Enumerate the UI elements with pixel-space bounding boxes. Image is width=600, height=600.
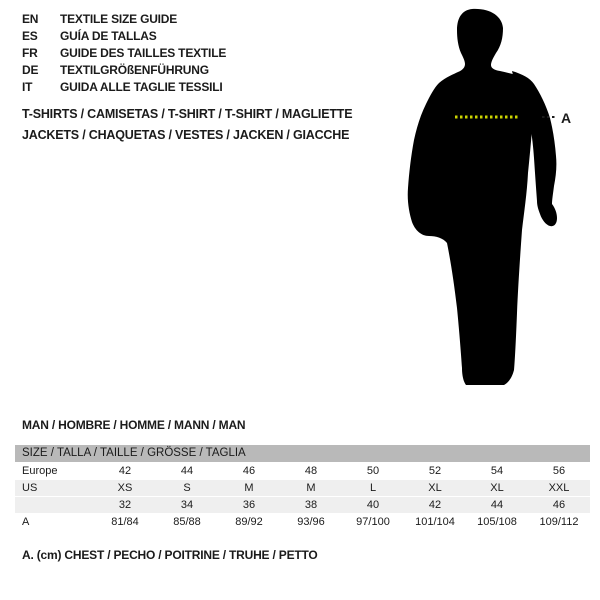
lang-code: IT xyxy=(22,79,33,94)
size-cell: 89/92 xyxy=(218,514,280,531)
size-cell: 85/88 xyxy=(156,514,218,531)
language-title-list xyxy=(22,10,226,95)
size-cell: 36 xyxy=(218,497,280,514)
size-cell: XL xyxy=(466,480,528,497)
table-row-chest-a xyxy=(15,514,590,531)
lang-row-es xyxy=(22,27,226,44)
size-cell: XS xyxy=(94,480,156,497)
measurement-label-a: A xyxy=(561,110,572,126)
size-cell: 93/96 xyxy=(280,514,342,531)
size-cell: 46 xyxy=(218,463,280,480)
lang-code: DE xyxy=(22,62,39,77)
man-silhouette-figure xyxy=(400,8,580,398)
row-label: Europe xyxy=(15,463,94,480)
lang-label: GUIDA ALLE TAGLIE TESSILI xyxy=(60,79,223,94)
size-table xyxy=(15,463,590,531)
size-cell: M xyxy=(218,480,280,497)
row-label: US xyxy=(15,480,94,497)
size-cell: 44 xyxy=(156,463,218,480)
size-cell: M xyxy=(280,480,342,497)
category-line-jackets: JACKETS / CHAQUETAS / VESTES / JACKEN / GIACCHE xyxy=(22,128,350,142)
size-cell: 46 xyxy=(528,497,590,514)
size-cell: 52 xyxy=(404,463,466,480)
size-cell: 97/100 xyxy=(342,514,404,531)
table-row-europe xyxy=(15,463,590,480)
man-silhouette-svg xyxy=(400,8,580,398)
category-line-tshirts: T-SHIRTS / CAMISETAS / T-SHIRT / T-SHIRT / MAGLIETTE xyxy=(22,107,353,121)
lang-code: EN xyxy=(22,11,39,26)
measurement-footnote: A. (cm) CHEST / PECHO / POITRINE / TRUHE / PETTO xyxy=(22,548,318,562)
size-cell: 38 xyxy=(280,497,342,514)
size-cell: L xyxy=(342,480,404,497)
size-cell: 34 xyxy=(156,497,218,514)
lang-label: GUÍA DE TALLAS xyxy=(60,28,157,43)
size-cell: 81/84 xyxy=(94,514,156,531)
size-cell: 48 xyxy=(280,463,342,480)
category-title-list xyxy=(22,104,352,146)
size-cell: 42 xyxy=(94,463,156,480)
size-table-header: SIZE / TALLA / TAILLE / GRÖSSE / TAGLIA xyxy=(15,445,590,462)
size-cell: 101/104 xyxy=(404,514,466,531)
lang-code: FR xyxy=(22,45,38,60)
section-title-man: MAN / HOMBRE / HOMME / MANN / MAN xyxy=(22,418,246,432)
size-cell: 54 xyxy=(466,463,528,480)
man-silhouette xyxy=(408,9,533,385)
size-cell: 44 xyxy=(466,497,528,514)
lang-label: TEXTILGRÖßENFÜHRUNG xyxy=(60,62,209,77)
size-cell: 42 xyxy=(404,497,466,514)
size-cell: 40 xyxy=(342,497,404,514)
row-label: A xyxy=(15,514,94,531)
table-row-us xyxy=(15,480,590,497)
row-label xyxy=(15,497,94,514)
table-row-uk xyxy=(15,497,590,514)
size-cell: 50 xyxy=(342,463,404,480)
size-cell: XXL xyxy=(528,480,590,497)
size-cell: 56 xyxy=(528,463,590,480)
size-cell: XL xyxy=(404,480,466,497)
size-cell: S xyxy=(156,480,218,497)
lang-row-en xyxy=(22,10,226,27)
lang-row-it xyxy=(22,78,226,95)
size-cell: 109/112 xyxy=(528,514,590,531)
size-table-section xyxy=(15,445,590,531)
lang-code: ES xyxy=(22,28,38,43)
size-cell: 105/108 xyxy=(466,514,528,531)
lang-row-de xyxy=(22,61,226,78)
lang-label: TEXTILE SIZE GUIDE xyxy=(60,11,178,26)
lang-row-fr xyxy=(22,44,226,61)
size-cell: 32 xyxy=(94,497,156,514)
lang-label: GUIDE DES TAILLES TEXTILE xyxy=(60,45,227,60)
